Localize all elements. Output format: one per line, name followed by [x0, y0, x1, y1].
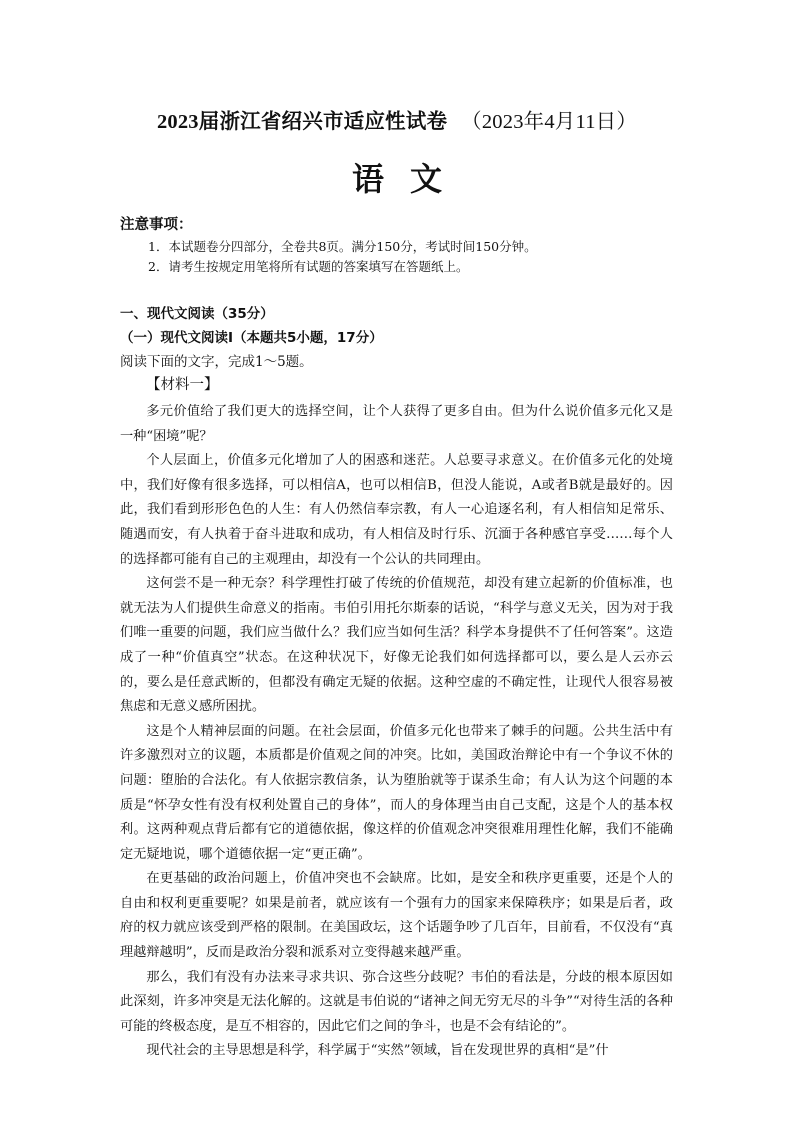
notice-item-2: 2．请考生按规定用笔将所有试题的答案填写在答题纸上。 [148, 259, 469, 274]
notice-heading: 注意事项： [120, 217, 193, 233]
paragraph: 这何尝不是一种无奈？科学理性打破了传统的价值规范，却没有建立起新的价值标准，也就无法为人们提供生命意义的指南。韦伯引用托尔斯泰的话说，“科学与意义无关，因为对于我们唯一重要的问题，我们应当做什么？我们应当如何生活？科学本身提供不了任何答案”。这造成了一种“价值真空”状态。在这种状况下，好像无论我们如何选择都可以，要么是人云亦云的，要么是任意武断的，但都没有确定无疑的依据。这种空虚的不确定性，让现代人很容易被焦虑和无意义感所困扰。 [120, 576, 673, 715]
exam-title [0, 104, 794, 134]
exam-title-text: 2023届浙江省绍兴市适应性试卷 [156, 111, 448, 133]
subject-title: 语文 [351, 160, 468, 198]
paragraph: 个人层面上，价值多元化增加了人的困惑和迷茫。人总要寻求意义。在价值多元化的处境中，我们好像有很多选择，可以相信A，也可以相信B，但没人能说，A或者B就是最好的。因此，我们看到形形色色的人生：有人仍然信奉宗教，有人一心追逐名利，有人相信知足常乐、随遇而安，有人执着于奋斗进取和成功，有人相信及时行乐、沉湎于各种感官享受……每个人的选择都可能有自己的主观理由，却没有一个公认的共同理由。 [120, 453, 673, 567]
reading-instruction: 阅读下面的文字，完成1～5题。 [120, 354, 313, 370]
paragraph: 多元价值给了我们更大的选择空间，让个人获得了更多自由。但为什么说价值多元化又是一种“困境”呢？ [120, 404, 673, 444]
paragraph: 那么，我们有没有办法来寻求共识、弥合这些分歧呢？韦伯的看法是，分歧的根本原因如此深刻，许多冲突是无法化解的。这就是韦伯说的“诸神之间无穷无尽的斗争”“对待生活的各种可能的终极态度，是互不相容的，因此它们之间的争斗，也是不会有结论的”。 [120, 969, 673, 1034]
paragraph: 在更基础的政治问题上，价值冲突也不会缺席。比如，是安全和秩序更重要，还是个人的自由和权利更重要呢？如果是前者，就应该有一个强有力的国家来保障秩序；如果是后者，政府的权力就应该受到严格的限制。在美国政坛，这个话题争吵了几百年，目前看，不仅没有“真理越辩越明”，反而是政治分裂和派系对立变得越来越严重。 [120, 871, 673, 961]
paragraph: 现代社会的主导思想是科学，科学属于“实然”领域，旨在发现世界的真相“是”什 [146, 1043, 609, 1059]
notice-item-1: 1．本试题卷分四部分，全卷共8页。满分150分，考试时间150分钟。 [148, 239, 537, 254]
subsection-heading: （一）现代文阅读Ⅰ（本题共5小题，17分） [120, 330, 383, 346]
section-heading: 一、现代文阅读（35分） [120, 306, 274, 322]
material-label: 【材料一】 [146, 377, 219, 393]
passage-body [120, 400, 673, 1064]
exam-date: （2023年4月11日） [461, 111, 638, 133]
paragraph: 这是个人精神层面的问题。在社会层面，价值多元化也带来了棘手的问题。公共生活中有许多激烈对立的议题，本质都是价值观之间的冲突。比如，美国政治辩论中有一个争议不休的问题：堕胎的合法化。有人依据宗教信条，认为堕胎就等于谋杀生命；有人认为这个问题的本质是“怀孕女性有没有权利处置自己的身体”，而人的身体理当由自己支配，这是个人的基本权利。这两种观点背后都有它的道德依据，像这样的价值观念冲突很难用理性化解，我们不能确定无疑地说，哪个道德依据一定“更正确”。 [120, 723, 673, 862]
